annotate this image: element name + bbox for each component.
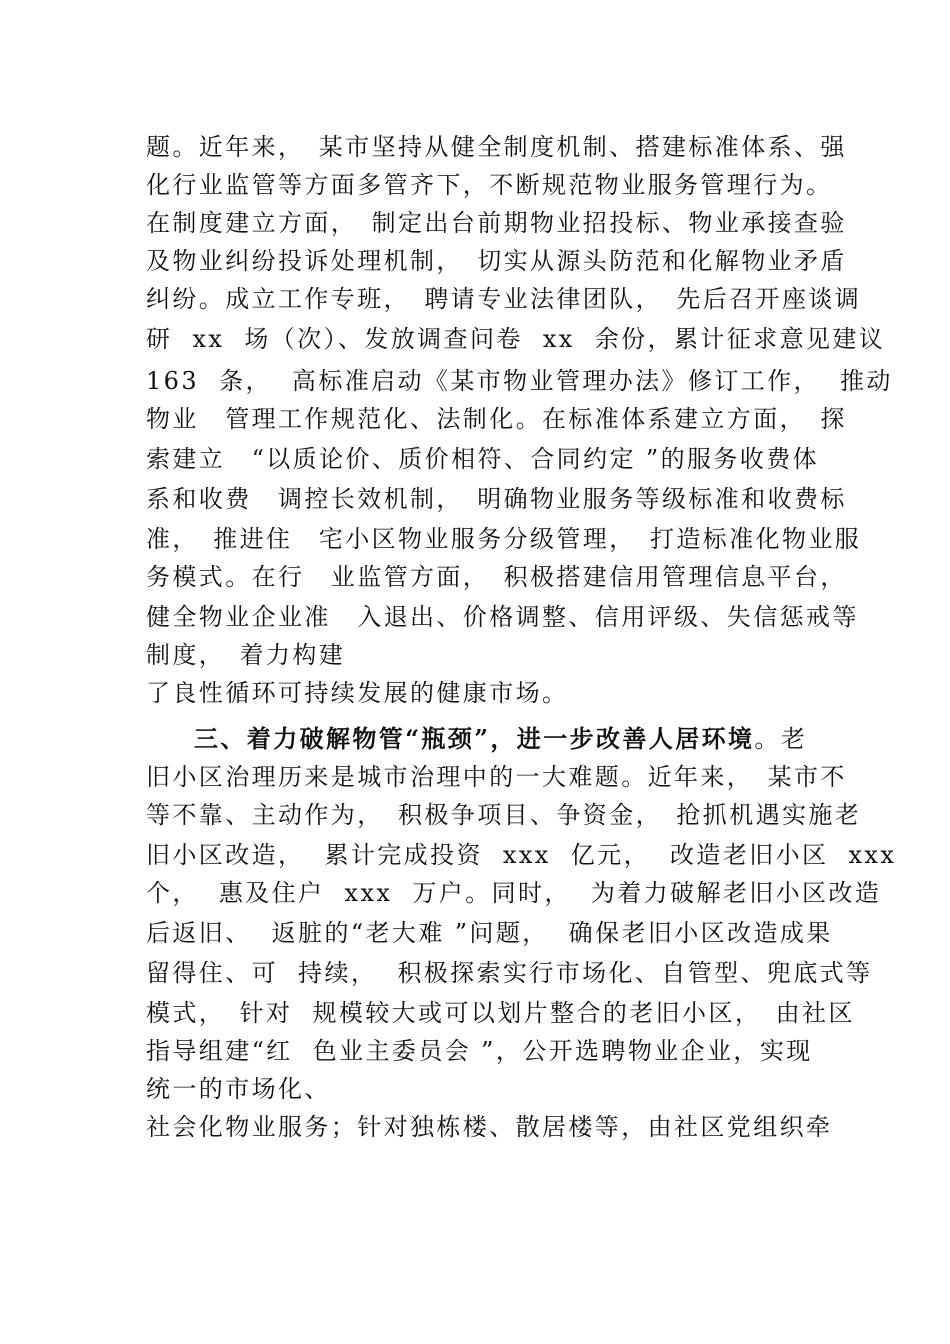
paragraph-line: 模式， 针对 规模较大或可以划片整合的老旧小区， 由社区: [146, 999, 855, 1027]
paragraph-line: 社会化物业服务；针对独栋楼、散居楼等，由社区党组织牵: [146, 1113, 833, 1141]
paragraph-line: 后返旧、 返脏的“老大难 ”问题， 确保老旧小区改造成果: [146, 919, 833, 947]
heading-continuation: 。老: [754, 725, 808, 753]
paragraph-line: 个， 惠及住户 xxx 万户。同时， 为着力破解老旧小区改造: [146, 879, 882, 907]
paragraph-line: 等不靠、主动作为， 积极争项目、争资金， 抢抓机遇实施老: [146, 801, 862, 829]
paragraph-line: 旧小区治理历来是城市治理中的一大难题。近年来， 某市不: [146, 763, 847, 791]
paragraph-line: 在制度建立方面， 制定出台前期物业招投标、物业承接查验: [146, 209, 847, 237]
paragraph-line: 准， 推进住 宅小区物业服务分级管理， 打造标准化物业服: [146, 525, 862, 553]
paragraph-line: 指导组建“红 色业主委员会 ”，公开选聘物业企业，实现: [146, 1037, 813, 1065]
paragraph-line: 化行业监管等方面多管齐下，不断规范物业服务管理行为。: [146, 171, 833, 199]
paragraph-line: 物业 管理工作规范化、法制化。在标准体系建立方面， 探: [146, 405, 847, 433]
paragraph-line: 留得住、可 持续， 积极探索实行市场化、自管型、兜底式等: [146, 959, 873, 987]
paragraph-line: 及物业纠纷投诉处理机制， 切实从源头防范和化解物业矛盾: [146, 247, 847, 275]
paragraph-line: 了良性循环可持续发展的健康市场。: [146, 679, 569, 707]
paragraph-line: 旧小区改造， 累计完成投资 xxx 亿元， 改造老旧小区 xxx: [146, 841, 897, 869]
paragraph-line: 制度， 着力构建: [146, 641, 346, 669]
paragraph-line: 纠纷。成立工作专班， 聘请专业法律团队， 先后召开座谈调: [146, 285, 862, 313]
paragraph-line: 健全物业企业准 入退出、价格调整、信用评级、失信惩戒等: [146, 603, 859, 631]
paragraph-line: 务模式。在行 业监管方面， 积极搭建信用管理信息平台，: [146, 563, 847, 591]
paragraph-line: 索建立 “以质论价、质价相符、合同约定 ”的服务收费体: [146, 445, 819, 473]
paragraph-line: 统一的市场化、: [146, 1075, 331, 1103]
section-heading-line: [194, 720, 807, 758]
section-heading: 三、着力破解物管“瓶颈”，进一步改善人居环境: [194, 724, 755, 753]
paragraph-line: 研 xx 场（次）、发放调查问卷 xx 余份，累计征求意见建议: [146, 325, 886, 353]
paragraph-line: 163 条， 高标准启动《某市物业管理办法》修订工作， 推动: [146, 367, 893, 395]
paragraph-line: 系和收费 调控长效机制， 明确物业服务等级标准和收费标: [146, 485, 847, 513]
paragraph-line: 题。近年来， 某市坚持从健全制度机制、搭建标准体系、强: [146, 133, 847, 161]
